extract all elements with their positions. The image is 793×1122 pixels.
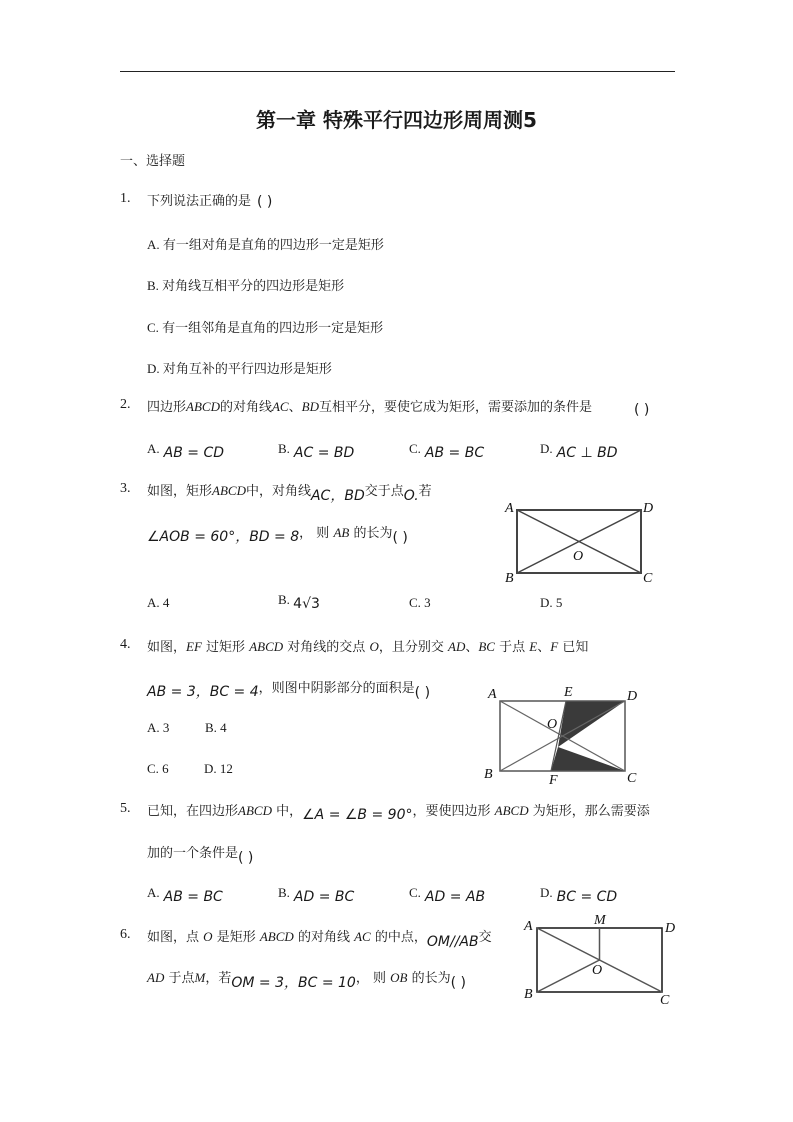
option-c[interactable] — [147, 317, 383, 336]
stem-var: E — [529, 639, 538, 654]
option-letter: D. — [540, 595, 553, 610]
stem-var: ABCD — [238, 803, 272, 818]
option-d[interactable] — [540, 595, 562, 611]
stem-text: ， — [355, 971, 369, 986]
option-d[interactable] — [540, 884, 618, 905]
question-number: 3. — [120, 481, 131, 496]
label-a: A — [505, 501, 514, 516]
question-number: 6. — [120, 927, 131, 942]
stem-math: ∠A = ∠B = 90° — [302, 807, 413, 823]
label-d: D — [665, 921, 676, 936]
option-c[interactable] — [147, 761, 169, 777]
label-o: O — [547, 717, 558, 732]
option-b[interactable] — [205, 720, 227, 736]
option-a[interactable] — [147, 884, 223, 905]
stem-text: ，则图中阴影部分的面积是 — [258, 681, 415, 696]
option-letter: A. — [147, 441, 160, 456]
question-stem-line2 — [147, 967, 467, 991]
label-b: B — [524, 987, 533, 1002]
option-text: 有一组邻角是直角的四边形一定是矩形 — [162, 321, 384, 336]
stem-math: OM = 3，BC = 10 — [231, 975, 356, 991]
option-a[interactable] — [147, 234, 384, 253]
stem-text: 如图，点 — [147, 930, 200, 945]
answer-blank[interactable]: ( ) — [450, 975, 467, 991]
option-text: 3 — [162, 720, 170, 735]
header-rule — [120, 71, 675, 72]
option-letter: D. — [540, 885, 553, 900]
option-text: AC ⊥ BD — [556, 445, 618, 461]
stem-math: AC，BD — [310, 488, 365, 504]
stem-var: F — [550, 639, 559, 654]
stem-var: O — [203, 929, 213, 944]
option-letter: B. — [278, 441, 290, 456]
stem-var: ABCD — [212, 483, 246, 498]
label-a: A — [524, 919, 533, 934]
stem-var: OB — [390, 970, 408, 985]
stem-text: ，若 — [205, 971, 232, 986]
option-text: AB = BC — [163, 889, 223, 905]
stem-text: 已知 — [562, 640, 589, 655]
label-d: D — [627, 689, 638, 704]
option-letter: A. — [147, 237, 160, 252]
option-text: AD = BC — [293, 889, 355, 905]
option-letter: C. — [147, 320, 159, 335]
stem-text: 中，对角线 — [245, 484, 311, 499]
option-text: 4√3 — [293, 596, 320, 612]
stem-var: AC — [354, 929, 371, 944]
stem-text: 如图，矩形 — [147, 484, 213, 499]
answer-blank[interactable]: ( ) — [634, 402, 650, 418]
option-d[interactable] — [204, 761, 233, 777]
stem-text: 、 — [465, 640, 479, 655]
option-b[interactable] — [147, 275, 344, 294]
option-text: 4 — [220, 720, 227, 735]
stem-text: 互相平分，要使它成为矩形，需要添加的条件是 — [318, 400, 592, 415]
option-text: 对角线互相平分的四边形是矩形 — [162, 279, 345, 294]
stem-text: 交于点 — [364, 484, 404, 499]
page-title: 第一章 特殊平行四边形周周测5 — [256, 108, 537, 132]
option-letter: C. — [409, 885, 421, 900]
option-a[interactable] — [147, 595, 169, 611]
option-letter: D. — [540, 441, 553, 456]
question-number: 4. — [120, 637, 131, 652]
label-c: C — [627, 771, 637, 786]
option-text: AC = BD — [293, 445, 355, 461]
stem-var: EF — [186, 639, 202, 654]
option-c[interactable] — [409, 595, 431, 611]
label-c: C — [643, 571, 653, 586]
stem-text: 交 — [478, 930, 492, 945]
option-text: 有一组对角是直角的四边形一定是矩形 — [162, 238, 384, 253]
stem-text: 于点 — [168, 971, 195, 986]
label-d: D — [643, 501, 654, 516]
question-stem-line2 — [147, 842, 254, 866]
option-text: AB = BC — [424, 445, 485, 461]
option-text: 6 — [162, 761, 169, 776]
option-letter: D. — [147, 361, 160, 376]
option-letter: A. — [147, 595, 160, 610]
option-text: 5 — [555, 595, 563, 610]
question-stem-line1 — [147, 800, 650, 823]
question-stem: 下列说法正确的是 — [147, 194, 252, 209]
option-letter: B. — [147, 278, 159, 293]
stem-text: 若 — [418, 484, 432, 499]
label-b: B — [484, 767, 493, 782]
stem-text: 则 — [316, 526, 330, 541]
label-f: F — [549, 773, 558, 787]
stem-var: BD — [301, 399, 319, 414]
option-text: AD = AB — [424, 889, 486, 905]
stem-text: 的对角线 — [297, 930, 350, 945]
stem-text: 如图， — [147, 640, 187, 655]
stem-text: 是矩形 — [216, 930, 256, 945]
stem-text: 则 — [372, 971, 386, 986]
answer-blank[interactable]: ( ) — [238, 850, 254, 866]
label-o: O — [573, 549, 584, 564]
stem-math: ∠AOB = 60°，BD = 8 — [147, 529, 300, 545]
stem-text: 、 — [537, 640, 551, 655]
segment-ob — [537, 960, 603, 992]
option-text: 12 — [219, 761, 233, 776]
option-a[interactable] — [147, 440, 225, 461]
stem-var: ABCD — [494, 803, 529, 818]
label-a: A — [488, 687, 497, 702]
stem-math: AB = 3，BC = 4 — [147, 684, 259, 700]
stem-text: 于点 — [499, 640, 526, 655]
question-number: 2. — [120, 397, 131, 412]
answer-blank[interactable]: ( ) — [414, 685, 431, 701]
stem-text: 加的一个条件是 — [147, 846, 239, 861]
stem-text: 为矩形，那么需要添 — [532, 804, 650, 819]
question-stem-line1 — [147, 636, 588, 655]
option-letter: D. — [204, 761, 217, 776]
option-text: 对角互补的平行四边形是矩形 — [162, 362, 332, 377]
label-m: M — [594, 913, 606, 928]
figure-rectangle-diagonals — [500, 498, 660, 590]
option-letter: A. — [147, 885, 160, 900]
stem-text: 中， — [276, 804, 303, 819]
option-text: 3 — [424, 595, 431, 610]
option-letter: B. — [278, 592, 290, 607]
section-heading: 一、选择题 — [120, 154, 186, 169]
stem-var: ABCD — [186, 399, 220, 414]
stem-var: AD — [147, 970, 165, 985]
stem-var: ABCD — [259, 929, 294, 944]
stem-var: AD — [448, 639, 466, 654]
question-number: 1. — [120, 191, 131, 206]
option-letter: C. — [409, 441, 421, 456]
option-d[interactable] — [147, 358, 332, 377]
option-text: BC = CD — [556, 889, 618, 905]
question-stem-line1 — [147, 926, 492, 950]
stem-text: 的长为 — [353, 526, 393, 541]
option-b[interactable] — [278, 440, 355, 461]
stem-var: AB — [333, 525, 350, 540]
stem-text: 对角线的交点 — [287, 640, 366, 655]
stem-text: ，且分别交 — [378, 640, 444, 655]
stem-text: 四边形 — [147, 400, 187, 415]
stem-math: O. — [403, 488, 419, 504]
stem-text: ，要使四边形 — [412, 804, 491, 819]
option-text: 4 — [162, 595, 170, 610]
option-a[interactable] — [147, 720, 169, 736]
stem-math: OM//AB — [426, 934, 479, 950]
question-stem-line2 — [147, 677, 431, 701]
option-text: AB = CD — [163, 445, 225, 461]
stem-var: BC — [478, 639, 495, 654]
option-letter: A. — [147, 720, 160, 735]
question-stem-line1 — [147, 480, 432, 504]
stem-var: O — [369, 639, 379, 654]
option-letter: C. — [409, 595, 421, 610]
stem-text: 过矩形 — [206, 640, 246, 655]
option-d[interactable] — [540, 440, 618, 461]
answer-blank[interactable]: ( ) — [257, 194, 273, 210]
stem-text: 已知，在四边形 — [147, 804, 239, 819]
stem-text: 、 — [288, 400, 302, 415]
option-c[interactable] — [409, 440, 485, 461]
option-c[interactable] — [409, 884, 486, 905]
stem-var: ABCD — [249, 639, 284, 654]
stem-text: 的对角线 — [219, 400, 272, 415]
label-e: E — [564, 685, 573, 700]
answer-blank[interactable]: ( ) — [392, 530, 408, 546]
label-o: O — [592, 963, 603, 978]
question-stem — [147, 396, 592, 415]
stem-var: AC — [271, 399, 289, 414]
option-b[interactable] — [278, 884, 355, 905]
option-letter: C. — [147, 761, 159, 776]
shaded-triangle-top — [558, 701, 625, 747]
question-stem-line2 — [147, 522, 408, 546]
option-letter: B. — [278, 885, 290, 900]
option-b[interactable] — [278, 592, 320, 612]
question-number: 5. — [120, 801, 131, 816]
stem-text: ， — [299, 526, 313, 541]
stem-text: 的中点， — [374, 930, 427, 945]
label-b: B — [505, 571, 514, 586]
stem-var: M — [194, 970, 206, 985]
stem-text: 的长为 — [411, 971, 451, 986]
figure-shaded-rectangle — [480, 682, 645, 787]
figure-rectangle-midpoint — [515, 910, 685, 1006]
option-letter: B. — [205, 720, 217, 735]
label-c: C — [660, 993, 670, 1006]
